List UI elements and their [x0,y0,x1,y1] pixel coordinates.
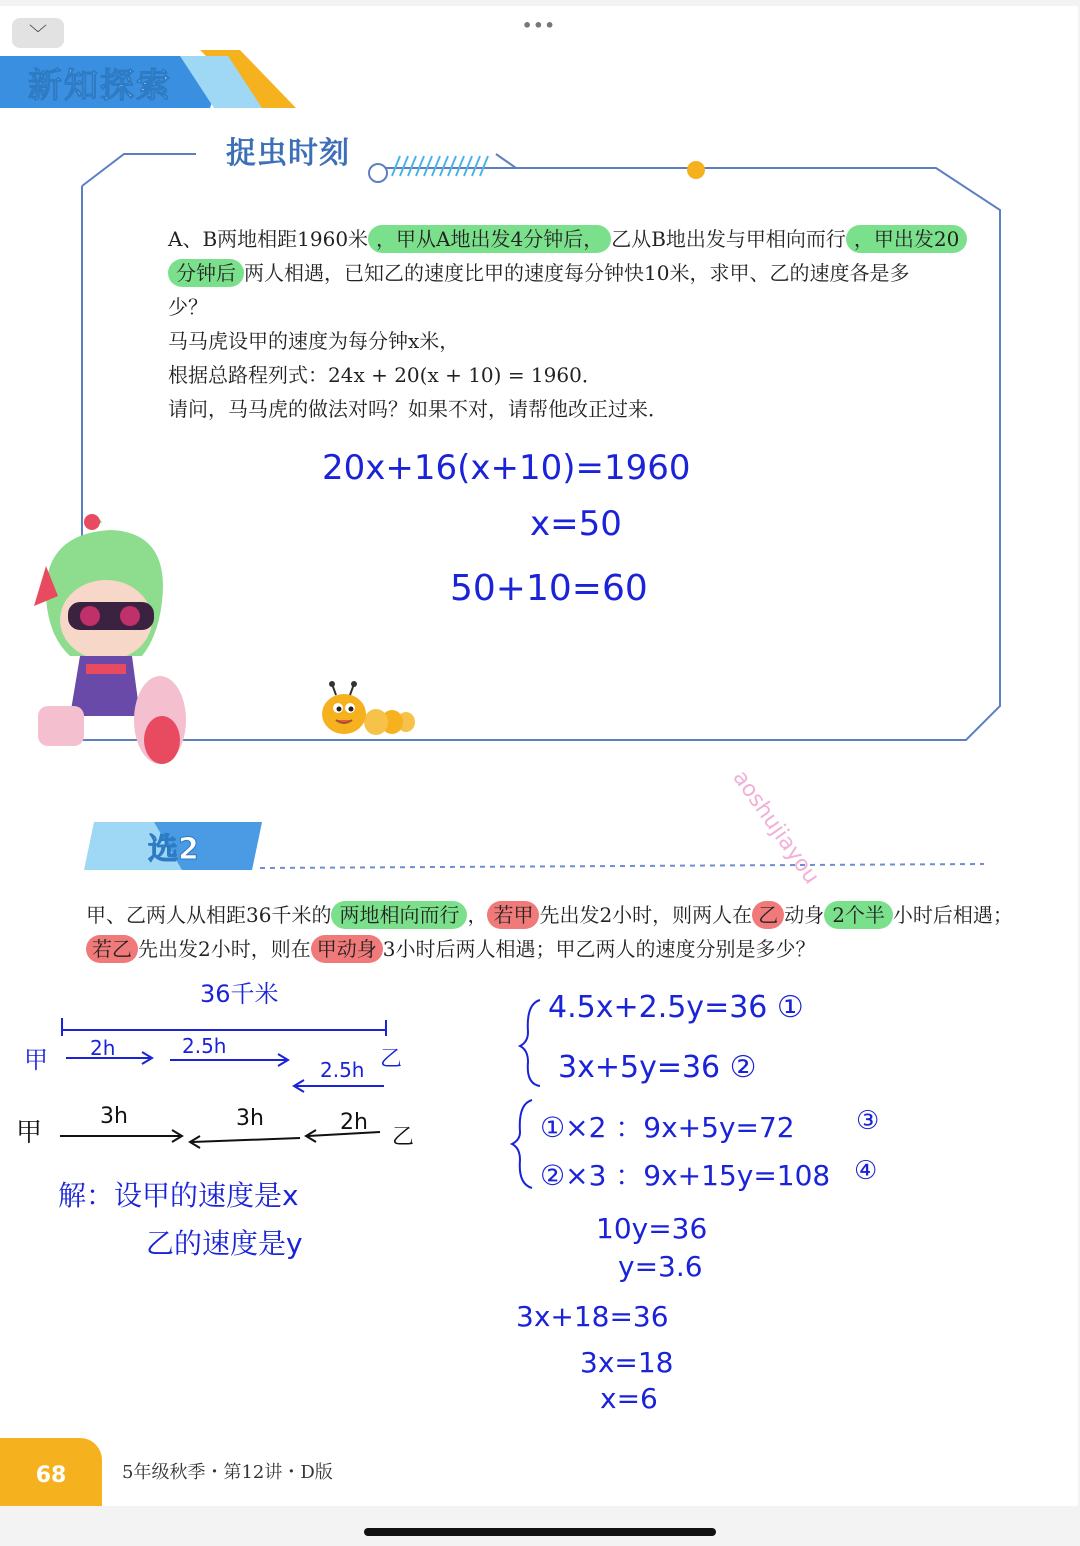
diagram-label: 2h [340,1110,368,1135]
text-segment: 动身 [784,903,825,927]
handwritten-equation: 10y=36 [596,1212,708,1245]
problem-1-line-3: 少？ [168,295,208,319]
handwritten-equation: 4.5x+2.5y=36 ① [548,990,804,1025]
home-indicator[interactable] [364,1528,716,1536]
text-segment: 3小时后两人相遇；甲乙两人的速度分别是多少？ [382,937,816,961]
highlight-green: 两地相向而行 [331,901,467,929]
book-info: 5年级秋季・第12讲・D版 [122,1462,333,1483]
text-segment: A、B两地相距1960米 [168,227,369,251]
page-number-badge [0,1438,102,1506]
diagram-label: 36千米 [200,980,279,1008]
handwritten-equation: x=50 [530,504,622,544]
highlight-red: 乙 [752,901,784,929]
cartoon-girl-illustration [30,506,210,776]
equation-number: ③ [856,1106,880,1136]
highlight-green: ，甲从A地出发4分钟后， [368,225,611,253]
handwritten-equation: y=3.6 [618,1250,703,1283]
problem-1 [168,222,968,426]
highlight-red: 若乙 [86,935,138,963]
exercise-banner [84,814,988,874]
collapse-button[interactable] [12,18,64,48]
chevron-down-icon: ﹀ [29,24,47,45]
diagram-label: 乙 [392,1125,415,1150]
solution-line: 解：设甲的速度是x [58,1179,299,1212]
handwritten-equation: ①×2 ：9x+5y=72 [540,1111,795,1144]
problem-2-line-2 [86,932,1006,966]
text-segment: 先出发2小时，则在 [138,937,311,961]
text-segment: ， [467,903,488,927]
text-segment: 先出发2小时，则两人在 [539,903,753,927]
diagram-label: 2h [90,1036,116,1060]
section-title: 新知探索 [28,66,172,106]
diagram-label: 3h [236,1106,264,1131]
diagram-label: 3h [100,1104,128,1129]
problem-1-line-1 [168,222,968,256]
handwritten-equation: 50+10=60 [450,568,648,609]
handwritten-equation: 20x+16(x+10)=1960 [322,448,691,488]
text-segment: 两人相遇，已知乙的速度比甲的速度每分钟快10米，求甲、乙的速度各是多 [244,261,910,285]
caterpillar-illustration [318,678,418,744]
page-number: 68 [35,1462,67,1488]
handwritten-equation: 3x+18=36 [516,1300,669,1333]
highlight-green: 分钟后 [168,259,244,287]
text-segment: 甲、乙两人从相距36千米的 [86,903,332,927]
highlight-green: 2个半 [824,901,893,929]
highlight-red: 若甲 [487,901,539,929]
diagram-label: 2.5h [182,1034,227,1058]
handwritten-equation: ②×3 ：9x+15y=108 [540,1159,831,1192]
exercise-title: 选2 [148,832,199,867]
highlight-red: 甲动身 [311,935,383,963]
more-options-icon[interactable]: ••• [522,16,556,35]
text-segment: 乙从B地出发与甲相向而行 [611,227,846,251]
solution-line: 乙的速度是y [146,1227,303,1260]
bug-box-title: 捉虫时刻 [226,136,350,171]
equation-number: ④ [854,1156,878,1186]
handwritten-equation: 3x+5y=36 ② [558,1050,757,1085]
problem-1-line-4: 马马虎设甲的速度为每分钟x米， [168,329,460,353]
problem-1-line-6: 请问，马马虎的做法对吗？如果不对，请帮他改正过来． [168,397,668,421]
handwritten-equation: 3x=18 [580,1346,674,1379]
problem-1-line-2 [168,256,968,290]
diagram-label: 2.5h [320,1058,365,1082]
problem-2-line-1 [86,898,1013,932]
diagram-label: 乙 [380,1047,403,1072]
highlight-green: ，甲出发20 [846,225,967,253]
handwritten-equation: x=6 [600,1382,658,1415]
diagram-label: 甲 [24,1046,48,1074]
problem-2 [86,898,1013,966]
watermark: aoshujiayou [727,766,824,889]
line-segment-diagram [0,1006,440,1166]
textbook-page [0,6,1078,1506]
problem-1-line-5: 根据总路程列式：24x + 20(x + 10) = 1960． [168,363,602,387]
text-segment: 小时后相遇； [892,903,1013,927]
diagram-label: 甲 [16,1118,43,1148]
